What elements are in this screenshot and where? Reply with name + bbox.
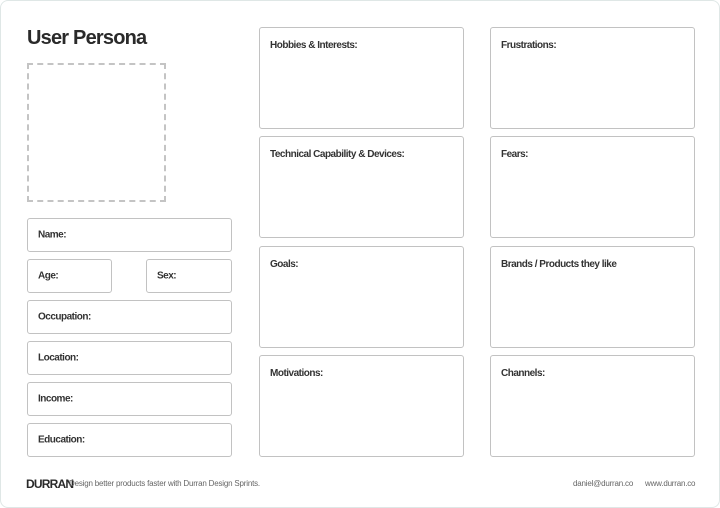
photo-placeholder[interactable] bbox=[27, 63, 166, 202]
education-label: Education: bbox=[38, 434, 85, 446]
goals-section[interactable] bbox=[259, 246, 464, 348]
fears-label: Fears: bbox=[501, 149, 529, 160]
hobbies-section[interactable] bbox=[259, 27, 464, 129]
motivations-label: Motivations: bbox=[270, 368, 323, 379]
age-label: Age: bbox=[38, 270, 59, 282]
goals-label: Goals: bbox=[270, 259, 299, 270]
fears-section[interactable] bbox=[490, 136, 695, 238]
technical-label: Technical Capability & Devices: bbox=[270, 149, 405, 160]
frustrations-section[interactable] bbox=[490, 27, 695, 129]
footer-website[interactable]: www.durran.co bbox=[645, 479, 696, 488]
brands-section[interactable] bbox=[490, 246, 695, 348]
location-label: Location: bbox=[38, 352, 79, 364]
income-label: Income: bbox=[38, 393, 73, 405]
footer-tagline: Design better products faster with Durran Design Sprints. bbox=[69, 479, 260, 488]
education-field[interactable] bbox=[27, 423, 232, 457]
income-field[interactable] bbox=[27, 382, 232, 416]
sex-label: Sex: bbox=[157, 270, 177, 282]
name-field[interactable] bbox=[27, 218, 232, 252]
frustrations-label: Frustrations: bbox=[501, 40, 557, 51]
footer-email[interactable]: daniel@durran.co bbox=[573, 479, 634, 488]
technical-section[interactable] bbox=[259, 136, 464, 238]
name-label: Name: bbox=[38, 229, 67, 241]
occupation-field[interactable] bbox=[27, 300, 232, 334]
occupation-label: Occupation: bbox=[38, 311, 91, 323]
sex-field[interactable] bbox=[146, 259, 232, 293]
channels-section[interactable] bbox=[490, 355, 695, 457]
location-field[interactable] bbox=[27, 341, 232, 375]
hobbies-label: Hobbies & Interests: bbox=[270, 40, 358, 51]
channels-label: Channels: bbox=[501, 368, 545, 379]
page-title: User Persona bbox=[27, 27, 147, 49]
brand-logo: DURRAN bbox=[26, 477, 74, 491]
motivations-section[interactable] bbox=[259, 355, 464, 457]
age-field[interactable] bbox=[27, 259, 112, 293]
brands-label: Brands / Products they like bbox=[501, 259, 617, 270]
